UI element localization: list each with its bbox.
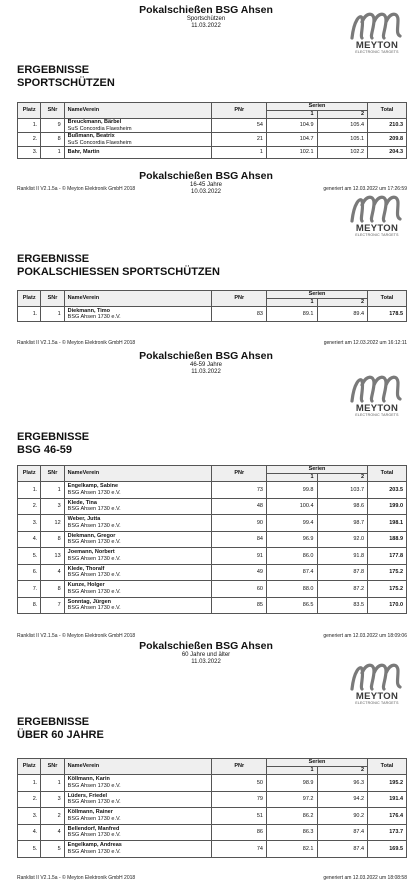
cell-platz: 4.	[18, 824, 41, 841]
cell-platz: 7.	[18, 581, 41, 598]
cell-name: Sonntag, Jürgen	[67, 598, 112, 605]
cell-pnr: 1	[212, 147, 266, 159]
cell-pnr: 85	[212, 597, 266, 614]
cell-serie-1: 86.0	[266, 548, 317, 565]
cell-pnr: 79	[212, 791, 266, 808]
col-serien: Serien	[266, 759, 367, 767]
event-title: Pokalschießen BSG Ahsen	[139, 170, 273, 182]
cell-verein: BSG Ahsen 1730 e.V.	[67, 782, 121, 789]
col-pnr: PNr	[212, 759, 266, 775]
cell-snr: 4	[41, 564, 64, 581]
cell-name-verein	[64, 548, 212, 565]
cell-name: Joemann, Norbert	[67, 549, 115, 556]
cell-snr: 8	[41, 581, 64, 598]
table-header-row	[18, 291, 407, 299]
cell-pnr: 86	[212, 824, 266, 841]
cell-snr: 1	[41, 482, 64, 499]
cell-pnr: 91	[212, 548, 266, 565]
cell-name-verein	[64, 564, 212, 581]
cell-name-verein	[64, 482, 212, 499]
event-date: 11.03.2022	[191, 23, 221, 29]
results-table	[17, 290, 407, 322]
cell-total: 195.2	[368, 775, 407, 792]
table-row	[18, 531, 407, 548]
cell-total: 178.5	[368, 307, 407, 322]
event-category: 46-59 Jahre	[189, 362, 223, 368]
cell-total: 170.0	[368, 597, 407, 614]
cell-snr: 2	[41, 808, 64, 825]
cell-verein: BSG Ahsen 1730 e.V.	[67, 588, 121, 595]
col-name: Name	[67, 470, 83, 477]
col-name: Name	[67, 295, 83, 302]
cell-verein: BSG Ahsen 1730 e.V.	[67, 314, 121, 320]
cell-serie-2: 83.5	[317, 597, 368, 614]
cell-name: Köllmann, Karin	[67, 776, 110, 783]
cell-total: 191.4	[368, 791, 407, 808]
results-heading-line1: ERGEBNISSE	[17, 431, 90, 443]
cell-name-verein	[64, 515, 212, 532]
table-row	[18, 498, 407, 515]
table-row	[18, 133, 407, 147]
results-heading	[17, 253, 220, 279]
brand-name: MEYTON	[355, 223, 399, 234]
col-snr: SNr	[41, 466, 64, 482]
footer-software: Ranklist II V2.1.5a - © Meyton Elektronik GmbH 2018	[17, 340, 136, 346]
table-row	[18, 808, 407, 825]
footer-software: Ranklist II V2.1.5a - © Meyton Elektronik GmbH 2018	[17, 875, 136, 881]
meyton-m-icon	[346, 10, 408, 42]
cell-serie-2: 87.2	[317, 581, 368, 598]
cell-name: Bahr, Martin	[67, 149, 100, 155]
cell-pnr: 84	[212, 531, 266, 548]
meyton-m-icon	[346, 661, 408, 693]
meyton-logo	[346, 373, 408, 419]
cell-total: 199.0	[368, 498, 407, 515]
table-row	[18, 564, 407, 581]
brand-name: MEYTON	[355, 403, 399, 414]
results-heading-line2: SPORTSCHÜTZEN	[17, 77, 115, 89]
cell-platz: 4.	[18, 531, 41, 548]
cell-name: Klede, Tina	[67, 499, 97, 506]
table-row	[18, 482, 407, 499]
event-date: 11.03.2022	[191, 369, 221, 375]
meyton-m-icon	[346, 373, 408, 405]
meyton-logo	[346, 193, 408, 239]
footer-generated: generiert am 12.03.2022 um 18:08:58	[323, 875, 407, 881]
table-header-row	[18, 759, 407, 767]
cell-total: 209.8	[368, 133, 407, 147]
cell-serie-2: 98.7	[317, 515, 368, 532]
cell-name: Engelkamp, Andreas	[67, 842, 122, 849]
cell-serie-1: 82.1	[266, 841, 317, 858]
cell-snr: 9	[41, 119, 64, 133]
cell-total: 175.2	[368, 564, 407, 581]
results-heading-line1: ERGEBNISSE	[17, 716, 90, 728]
cell-snr: 4	[41, 824, 64, 841]
cell-serie-2: 89.4	[317, 307, 368, 322]
table-row	[18, 841, 407, 858]
cell-platz: 1.	[18, 775, 41, 792]
cell-pnr: 51	[212, 808, 266, 825]
table-row	[18, 581, 407, 598]
col-name: Name	[67, 763, 83, 770]
cell-name: Köllmann, Rainer	[67, 809, 113, 816]
cell-platz: 5.	[18, 548, 41, 565]
cell-snr: 1	[41, 307, 64, 322]
cell-verein: SuS Concordia Flaesheim	[67, 139, 132, 146]
col-pnr: PNr	[212, 103, 266, 119]
table-header-row	[18, 466, 407, 474]
cell-name: Weber, Jutta	[67, 516, 101, 523]
cell-pnr: 54	[212, 119, 266, 133]
col-pnr: PNr	[212, 291, 266, 307]
cell-serie-2: 94.2	[317, 791, 368, 808]
table-row	[18, 791, 407, 808]
col-platz: Platz	[18, 466, 41, 482]
col-serie-2: 2	[317, 299, 368, 307]
cell-snr: 8	[41, 133, 64, 147]
event-category: 60 Jahre und älter	[181, 652, 231, 658]
cell-pnr: 73	[212, 482, 266, 499]
cell-total: 173.7	[368, 824, 407, 841]
cell-snr: 1	[41, 775, 64, 792]
col-serie-2: 2	[317, 474, 368, 482]
col-serie-2: 2	[317, 767, 368, 775]
cell-verein: BSG Ahsen 1730 e.V.	[67, 848, 121, 855]
col-platz: Platz	[18, 759, 41, 775]
cell-serie-2: 102.2	[317, 147, 368, 159]
cell-serie-2: 92.0	[317, 531, 368, 548]
event-title: Pokalschießen BSG Ahsen	[139, 640, 273, 652]
meyton-logo	[346, 661, 408, 707]
cell-total: 210.3	[368, 119, 407, 133]
cell-total: 176.4	[368, 808, 407, 825]
cell-verein: BSG Ahsen 1730 e.V.	[67, 815, 121, 822]
cell-name: Klede, Thoralf	[67, 565, 105, 572]
col-snr: SNr	[41, 291, 64, 307]
cell-snr: 5	[41, 841, 64, 858]
cell-platz: 8.	[18, 597, 41, 614]
cell-serie-1: 98.9	[266, 775, 317, 792]
cell-platz: 3.	[18, 808, 41, 825]
cell-total: 175.2	[368, 581, 407, 598]
cell-serie-1: 104.9	[266, 119, 317, 133]
cell-serie-2: 90.2	[317, 808, 368, 825]
col-serien: Serien	[266, 291, 367, 299]
results-heading	[17, 64, 115, 90]
cell-verein: BSG Ahsen 1730 e.V.	[67, 555, 121, 562]
cell-name: Bellendorf, Manfred	[67, 825, 120, 832]
meyton-logo	[346, 10, 408, 56]
cell-serie-2: 87.4	[317, 841, 368, 858]
cell-serie-1: 87.4	[266, 564, 317, 581]
col-serie-1: 1	[266, 474, 317, 482]
cell-verein: BSG Ahsen 1730 e.V.	[67, 799, 121, 806]
cell-name: Lüders, Friedel	[67, 792, 108, 799]
event-category: Sportschützen	[186, 16, 226, 22]
cell-verein: SuS Concordia Flaesheim	[67, 125, 132, 132]
cell-pnr: 50	[212, 775, 266, 792]
table-row	[18, 515, 407, 532]
brand-name: MEYTON	[355, 691, 399, 702]
cell-verein: BSG Ahsen 1730 e.V.	[67, 489, 121, 496]
cell-name: Engelkamp, Sabine	[67, 483, 119, 490]
cell-platz: 2.	[18, 133, 41, 147]
cell-platz: 6.	[18, 564, 41, 581]
col-total: Total	[368, 466, 407, 482]
event-title: Pokalschießen BSG Ahsen	[139, 4, 273, 16]
cell-total: 198.1	[368, 515, 407, 532]
results-heading-line2: ÜBER 60 JAHRE	[17, 729, 104, 741]
cell-total: 177.8	[368, 548, 407, 565]
footer-generated: generiert am 12.03.2022 um 18:09:06	[323, 633, 407, 639]
cell-total: 203.5	[368, 482, 407, 499]
cell-verein: BSG Ahsen 1730 e.V.	[67, 832, 121, 839]
cell-serie-2: 98.6	[317, 498, 368, 515]
cell-serie-2: 87.4	[317, 824, 368, 841]
cell-total: 188.9	[368, 531, 407, 548]
cell-serie-1: 104.7	[266, 133, 317, 147]
cell-verein: BSG Ahsen 1730 e.V.	[67, 522, 121, 529]
cell-verein: BSG Ahsen 1730 e.V.	[67, 539, 121, 546]
cell-snr: 12	[41, 515, 64, 532]
footer-software: Ranklist II V2.1.5a - © Meyton Elektronik GmbH 2018	[17, 186, 136, 192]
cell-serie-1: 99.4	[266, 515, 317, 532]
cell-pnr: 60	[212, 581, 266, 598]
cell-name-verein	[64, 147, 212, 159]
results-heading	[17, 431, 89, 457]
table-row	[18, 824, 407, 841]
event-category: 16-45 Jahre	[189, 182, 223, 188]
col-snr: SNr	[41, 759, 64, 775]
col-snr: SNr	[41, 103, 64, 119]
cell-snr: 13	[41, 548, 64, 565]
page-footer	[17, 340, 407, 346]
cell-verein: BSG Ahsen 1730 e.V.	[67, 605, 121, 612]
cell-platz: 3.	[18, 147, 41, 159]
cell-serie-2: 87.8	[317, 564, 368, 581]
results-table	[17, 465, 407, 614]
col-serien: Serien	[266, 466, 367, 474]
table-row	[18, 119, 407, 133]
cell-name: Diekmann, Timo	[67, 307, 111, 314]
col-serie-1: 1	[266, 299, 317, 307]
cell-name-verein	[64, 307, 212, 322]
cell-name-verein	[64, 597, 212, 614]
col-platz: Platz	[18, 103, 41, 119]
results-heading-line2: BSG 46-59	[17, 444, 73, 456]
col-serie-1: 1	[266, 767, 317, 775]
page-footer	[17, 633, 407, 639]
cell-name: Kunze, Holger	[67, 582, 105, 589]
cell-verein: BSG Ahsen 1730 e.V.	[67, 572, 121, 579]
col-name-verein	[64, 103, 212, 119]
results-heading-line1: ERGEBNISSE	[17, 253, 90, 265]
cell-total: 169.5	[368, 841, 407, 858]
results-heading-line2: POKALSCHIESSEN SPORTSCHÜTZEN	[17, 266, 220, 278]
cell-platz: 1.	[18, 307, 41, 322]
col-pnr: PNr	[212, 466, 266, 482]
cell-pnr: 83	[212, 307, 266, 322]
event-date: 10.03.2022	[190, 189, 222, 195]
cell-name-verein	[64, 531, 212, 548]
event-date: 11.03.2022	[191, 659, 221, 665]
col-serie-1: 1	[266, 111, 317, 119]
cell-serie-2: 105.4	[317, 119, 368, 133]
cell-pnr: 49	[212, 564, 266, 581]
event-title: Pokalschießen BSG Ahsen	[139, 350, 273, 362]
cell-serie-1: 99.8	[266, 482, 317, 499]
cell-name-verein	[64, 841, 212, 858]
cell-platz: 5.	[18, 841, 41, 858]
cell-serie-1: 86.2	[266, 808, 317, 825]
col-serien: Serien	[266, 103, 367, 111]
cell-serie-1: 89.1	[266, 307, 317, 322]
results-table	[17, 102, 407, 159]
cell-serie-1: 97.2	[266, 791, 317, 808]
brand-tagline: ELECTRONIC TARGETS	[355, 233, 399, 237]
cell-total: 204.3	[368, 147, 407, 159]
results-heading-line1: ERGEBNISSE	[17, 64, 90, 76]
cell-snr: 7	[41, 597, 64, 614]
table-row	[18, 147, 407, 159]
cell-serie-2: 105.1	[317, 133, 368, 147]
brand-tagline: ELECTRONIC TARGETS	[355, 50, 399, 54]
cell-serie-1: 102.1	[266, 147, 317, 159]
page-footer	[17, 875, 407, 881]
cell-snr: 3	[41, 498, 64, 515]
cell-name-verein	[64, 133, 212, 147]
cell-name: Diekmann, Gregor	[67, 532, 116, 539]
col-total: Total	[368, 291, 407, 307]
footer-generated: generiert am 12.03.2022 um 16:12:11	[323, 340, 407, 346]
col-platz: Platz	[18, 291, 41, 307]
results-table	[17, 758, 407, 858]
col-name-verein	[64, 466, 212, 482]
cell-name-verein	[64, 824, 212, 841]
cell-serie-1: 86.3	[266, 824, 317, 841]
cell-platz: 3.	[18, 515, 41, 532]
cell-serie-1: 96.9	[266, 531, 317, 548]
results-heading	[17, 716, 104, 742]
col-name-verein	[64, 759, 212, 775]
footer-generated: generiert am 12.03.2022 um 17:26:59	[323, 186, 407, 192]
cell-name-verein	[64, 791, 212, 808]
cell-pnr: 21	[212, 133, 266, 147]
cell-pnr: 90	[212, 515, 266, 532]
cell-pnr: 48	[212, 498, 266, 515]
cell-snr: 8	[41, 531, 64, 548]
cell-serie-1: 100.4	[266, 498, 317, 515]
cell-serie-2: 96.3	[317, 775, 368, 792]
cell-serie-1: 86.5	[266, 597, 317, 614]
cell-verein: BSG Ahsen 1730 e.V.	[67, 506, 121, 513]
col-name-verein	[64, 291, 212, 307]
table-row	[18, 307, 407, 322]
cell-serie-2: 91.8	[317, 548, 368, 565]
table-row	[18, 597, 407, 614]
cell-platz: 1.	[18, 482, 41, 499]
cell-name: Breuckmann, Bärbel	[67, 119, 122, 125]
cell-name-verein	[64, 119, 212, 133]
table-header-row	[18, 103, 407, 111]
col-name: Name	[67, 107, 83, 114]
cell-name-verein	[64, 581, 212, 598]
cell-platz: 2.	[18, 498, 41, 515]
cell-serie-1: 88.0	[266, 581, 317, 598]
col-serie-2: 2	[317, 111, 368, 119]
cell-pnr: 74	[212, 841, 266, 858]
table-row	[18, 548, 407, 565]
col-total: Total	[368, 759, 407, 775]
meyton-m-icon	[346, 193, 408, 225]
table-row	[18, 775, 407, 792]
brand-tagline: ELECTRONIC TARGETS	[355, 701, 399, 705]
col-verein: Verein	[82, 107, 100, 114]
cell-name-verein	[64, 498, 212, 515]
cell-platz: 2.	[18, 791, 41, 808]
cell-serie-2: 103.7	[317, 482, 368, 499]
col-total: Total	[368, 103, 407, 119]
cell-name-verein	[64, 808, 212, 825]
cell-snr: 3	[41, 791, 64, 808]
cell-name-verein	[64, 775, 212, 792]
brand-tagline: ELECTRONIC TARGETS	[355, 413, 399, 417]
col-verein: Verein	[82, 470, 100, 477]
brand-name: MEYTON	[355, 40, 399, 51]
col-verein: Verein	[82, 763, 100, 770]
cell-name: Bußmann, Beatrix	[67, 133, 115, 139]
cell-platz: 1.	[18, 119, 41, 133]
footer-software: Ranklist II V2.1.5a - © Meyton Elektronik GmbH 2018	[17, 633, 136, 639]
col-verein: Verein	[82, 295, 100, 302]
cell-snr: 1	[41, 147, 64, 159]
